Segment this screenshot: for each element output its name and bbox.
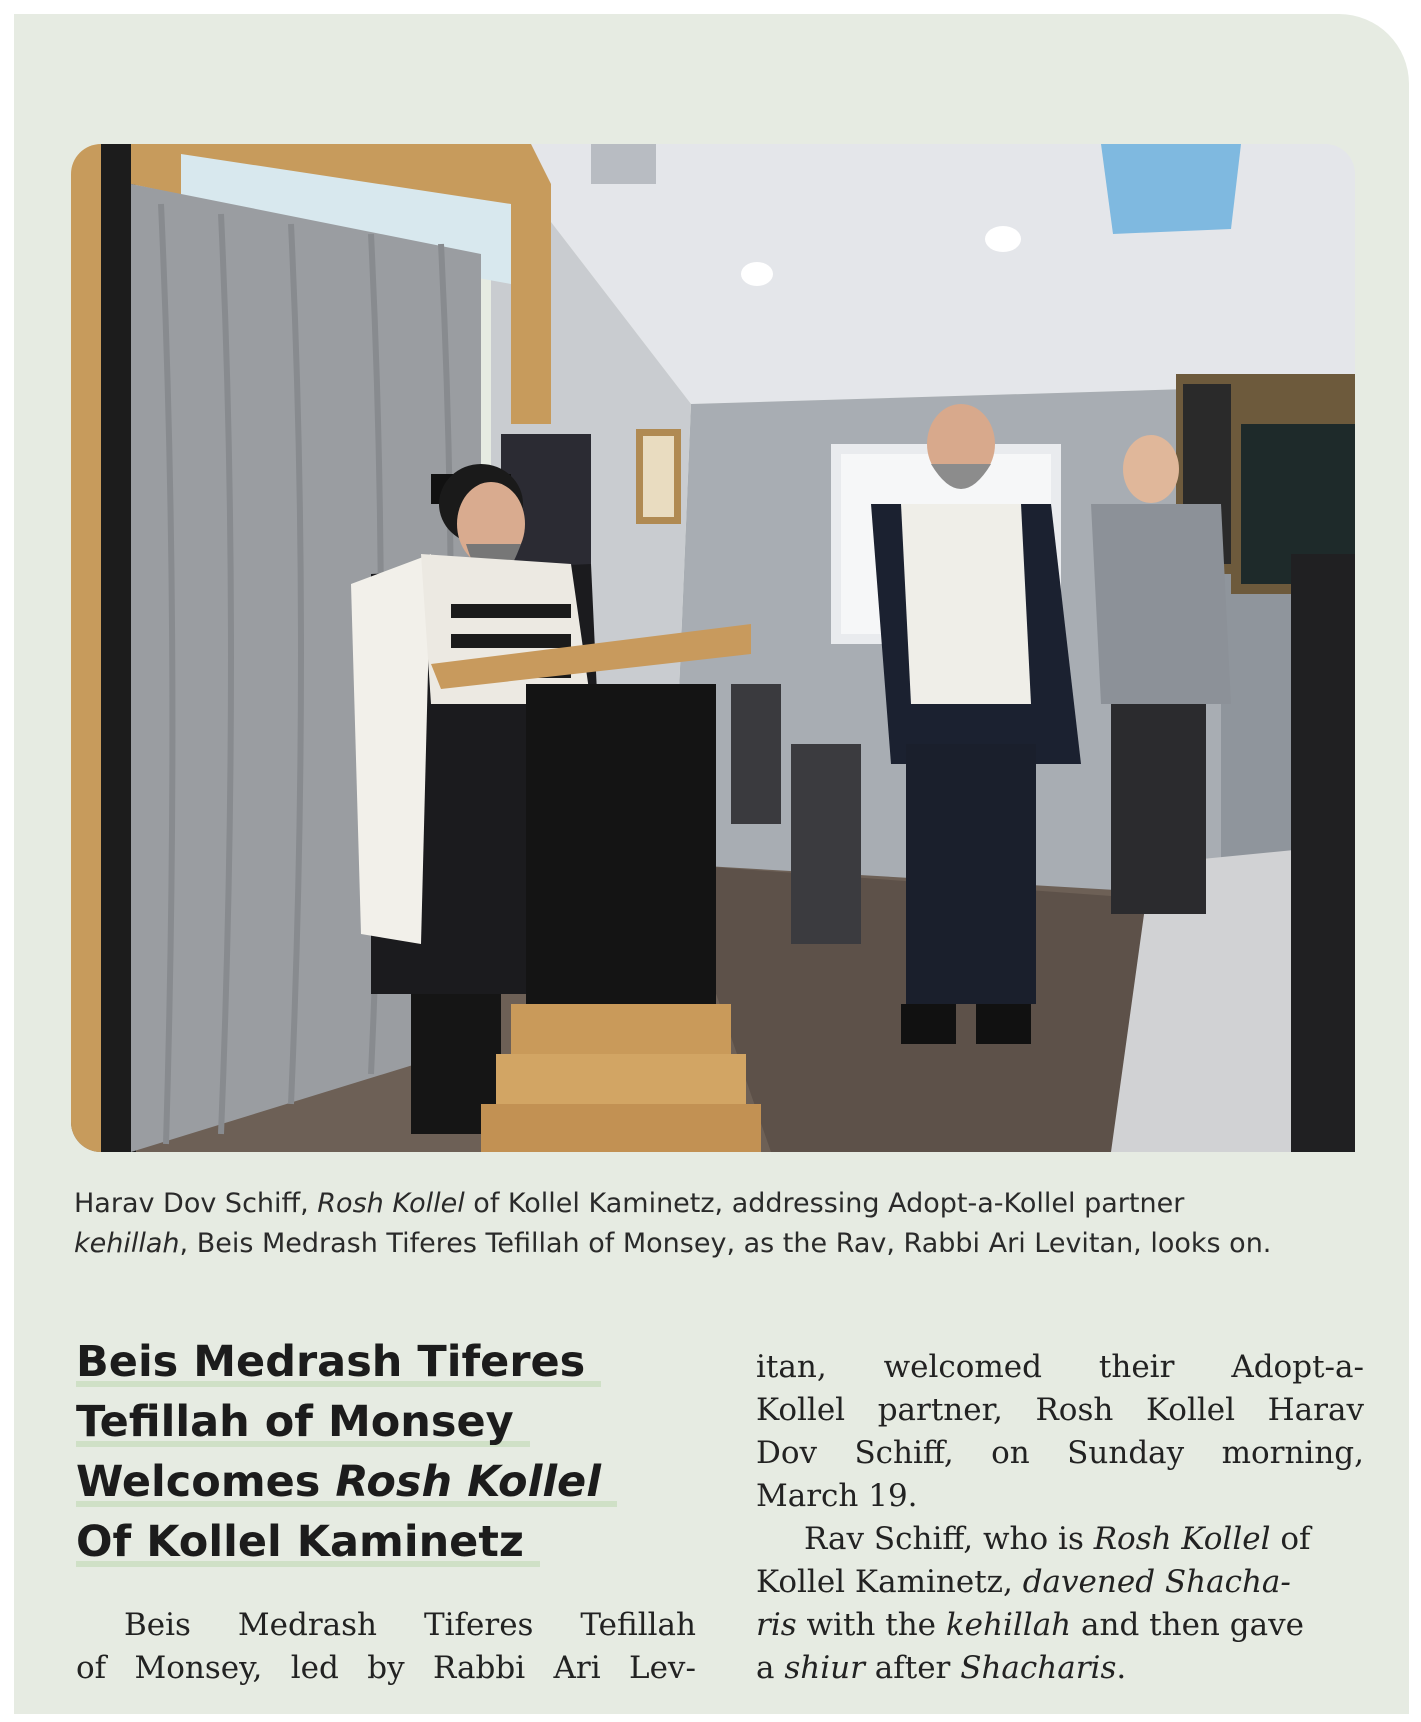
article-headline: Beis Medrash Tiferes Tefillah of Monsey Welcomes Rosh Kollel Of Kollel Kaminetz [76,1332,716,1572]
body-line: a shiur after Shacharis. [756,1650,1127,1686]
photo-synagogue-scene [71,144,1355,1152]
body-line: of Monsey, led by Rabbi Ari Lev- [76,1650,696,1686]
caption-line-1: Harav Dov Schiff, Rosh Kollel of Kollel Kaminetz, addressing Adopt-a-Kollel partner [74,1188,1185,1219]
body-line: Beis Medrash Tiferes Tefillah [124,1607,696,1643]
body-line: Kollel Kaminetz, davened Shacha- [756,1564,1291,1600]
body-line: ris with the kehillah and then gave [756,1607,1304,1643]
caption-line-2: kehillah, Beis Medrash Tiferes Tefillah of Monsey, as the Rav, Rabbi Ari Levitan, looks on. [74,1228,1272,1259]
article-panel [14,14,1409,1714]
article-photo [71,144,1355,1152]
body-line: itan, welcomed their Adopt-a- [756,1349,1364,1385]
body-line: March 19. [756,1478,918,1514]
body-column-2 [756,1346,1364,1690]
body-column-1 [76,1604,696,1690]
body-line: Kollel partner, Rosh Kollel Harav [756,1392,1364,1428]
photo-caption [74,1184,1364,1264]
body-line: Dov Schiff, on Sunday morning, [756,1435,1364,1471]
body-line: Rav Schiff, who is Rosh Kollel of [804,1521,1311,1557]
